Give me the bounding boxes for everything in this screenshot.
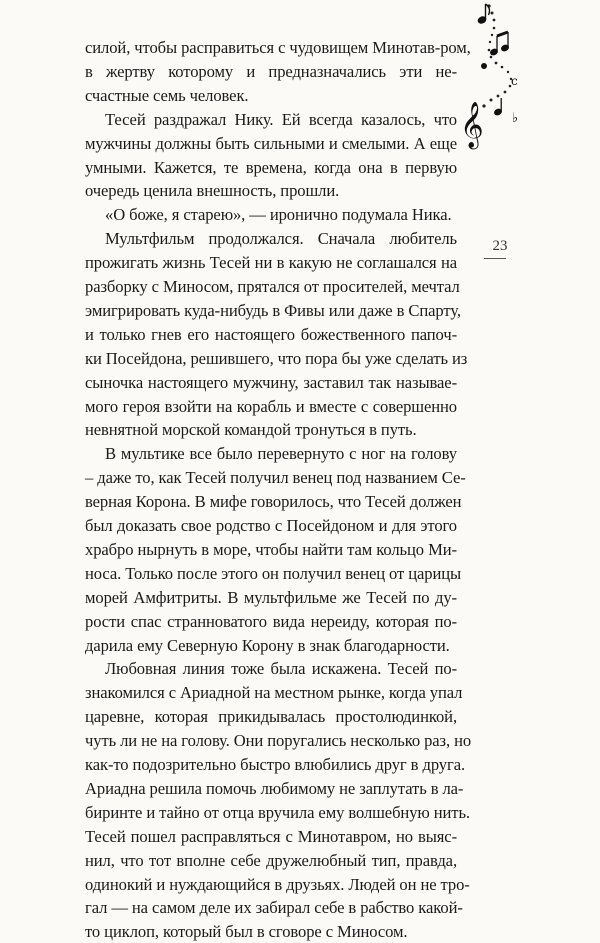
text-line: в жертву которому и предназначались эти не- bbox=[85, 61, 457, 81]
text-line: храбро нырнуть в море, чтобы найти там кольцо Ми- bbox=[85, 539, 457, 559]
text-line: – даже то, как Тесей получил венец под названием Се- bbox=[85, 468, 466, 488]
text-line: то циклоп, который был в сговоре с Миносом. bbox=[85, 922, 408, 942]
text-line: морей Амфитриты. В мультфильме же Тесей по ду- bbox=[85, 587, 457, 607]
text-line: невнятной морской командой тронуться в путь. bbox=[85, 420, 417, 440]
text-line: знакомился с Ариадной на местном рынке, когда упал bbox=[85, 683, 463, 703]
text-line: царевне, которая прикидывалась простолюдинкой, bbox=[85, 707, 457, 727]
text-line: Ариадна решила помочь любимому не заплутать в ла- bbox=[85, 778, 464, 798]
text-line: мужчины должны быть сильными и смелыми. А еще bbox=[85, 133, 457, 153]
svg-text:c: c bbox=[511, 74, 518, 88]
text-line: эмигрировать куда-нибудь в Фивы или даже в Спарту, bbox=[85, 300, 461, 320]
text-line: умными. Кажется, те времена, когда она в первую bbox=[85, 157, 457, 177]
text-line: Мультфильм продолжался. Сначала любитель bbox=[105, 229, 457, 249]
text-line: Тесей раздражал Нику. Ей всегда казалось, что bbox=[105, 109, 457, 129]
text-line: верная Корона. В мифе говорилось, что Тесей должен bbox=[85, 492, 462, 512]
text-line: сыночка настоящего мужчину, заставил так называе- bbox=[85, 372, 457, 392]
text-line: прожигать жизнь Тесей ни в какую не соглашался на bbox=[85, 253, 457, 273]
text-line: ки Посейдона, решившего, что пора бы уже сделать из bbox=[85, 348, 468, 368]
svg-text:♭: ♭ bbox=[512, 111, 519, 126]
text-line: рости спас странноватого вида нереиду, которая по- bbox=[85, 611, 457, 631]
text-line: чуть ли не на голову. Они поругались несколько раз, но bbox=[85, 731, 472, 751]
text-line: счастные семь человек. bbox=[85, 85, 249, 105]
text-line: одинокий и нуждающийся в друзьях. Людей он не тро- bbox=[85, 874, 470, 894]
text-line: и только гнев его настоящего божественного папоч- bbox=[85, 324, 457, 344]
text-line: биринте и тайно от отца вручила ему волшебную нить. bbox=[85, 802, 470, 822]
page-number-underline bbox=[484, 258, 506, 259]
text-line: гал — на самом деле их забирал себе в рабство какой- bbox=[85, 898, 463, 918]
svg-text:𝄞: 𝄞 bbox=[460, 102, 484, 148]
text-line: В мультике все было перевернуто с ног на голову bbox=[105, 444, 457, 464]
text-line: силой, чтобы расправиться с чудовищем Минотав-ром, bbox=[85, 38, 471, 57]
text-line: был доказать свое родство с Посейдоном и для этого bbox=[85, 516, 457, 535]
music-notes-decoration-icon bbox=[456, 0, 530, 150]
text-line: разборку с Миносом, прятался от просителей, мечтал bbox=[85, 277, 460, 296]
page-number: 23 bbox=[492, 238, 508, 254]
text-line: носа. Только после этого он получил венец от царицы bbox=[85, 563, 462, 583]
text-line: как-то подозрительно быстро влюбились друг в друга. bbox=[85, 755, 466, 774]
text-line: Тесей пошел расправляться с Минотавром, но выяс- bbox=[85, 826, 457, 846]
text-line: «О боже, я старею», — иронично подумала Ника. bbox=[105, 205, 452, 225]
text-line: очередь ценила внешность, прошли. bbox=[85, 181, 340, 201]
text-line: Любовная линия тоже была искажена. Тесей по- bbox=[105, 659, 457, 679]
text-line: дарила ему Северную Корону в знак благодарности. bbox=[85, 635, 450, 655]
text-line: нил, что тот вполне себе дружелюбный тип, правда, bbox=[85, 850, 457, 870]
text-line: мого героя взойти на корабль и вместе с совершенно bbox=[85, 396, 457, 416]
